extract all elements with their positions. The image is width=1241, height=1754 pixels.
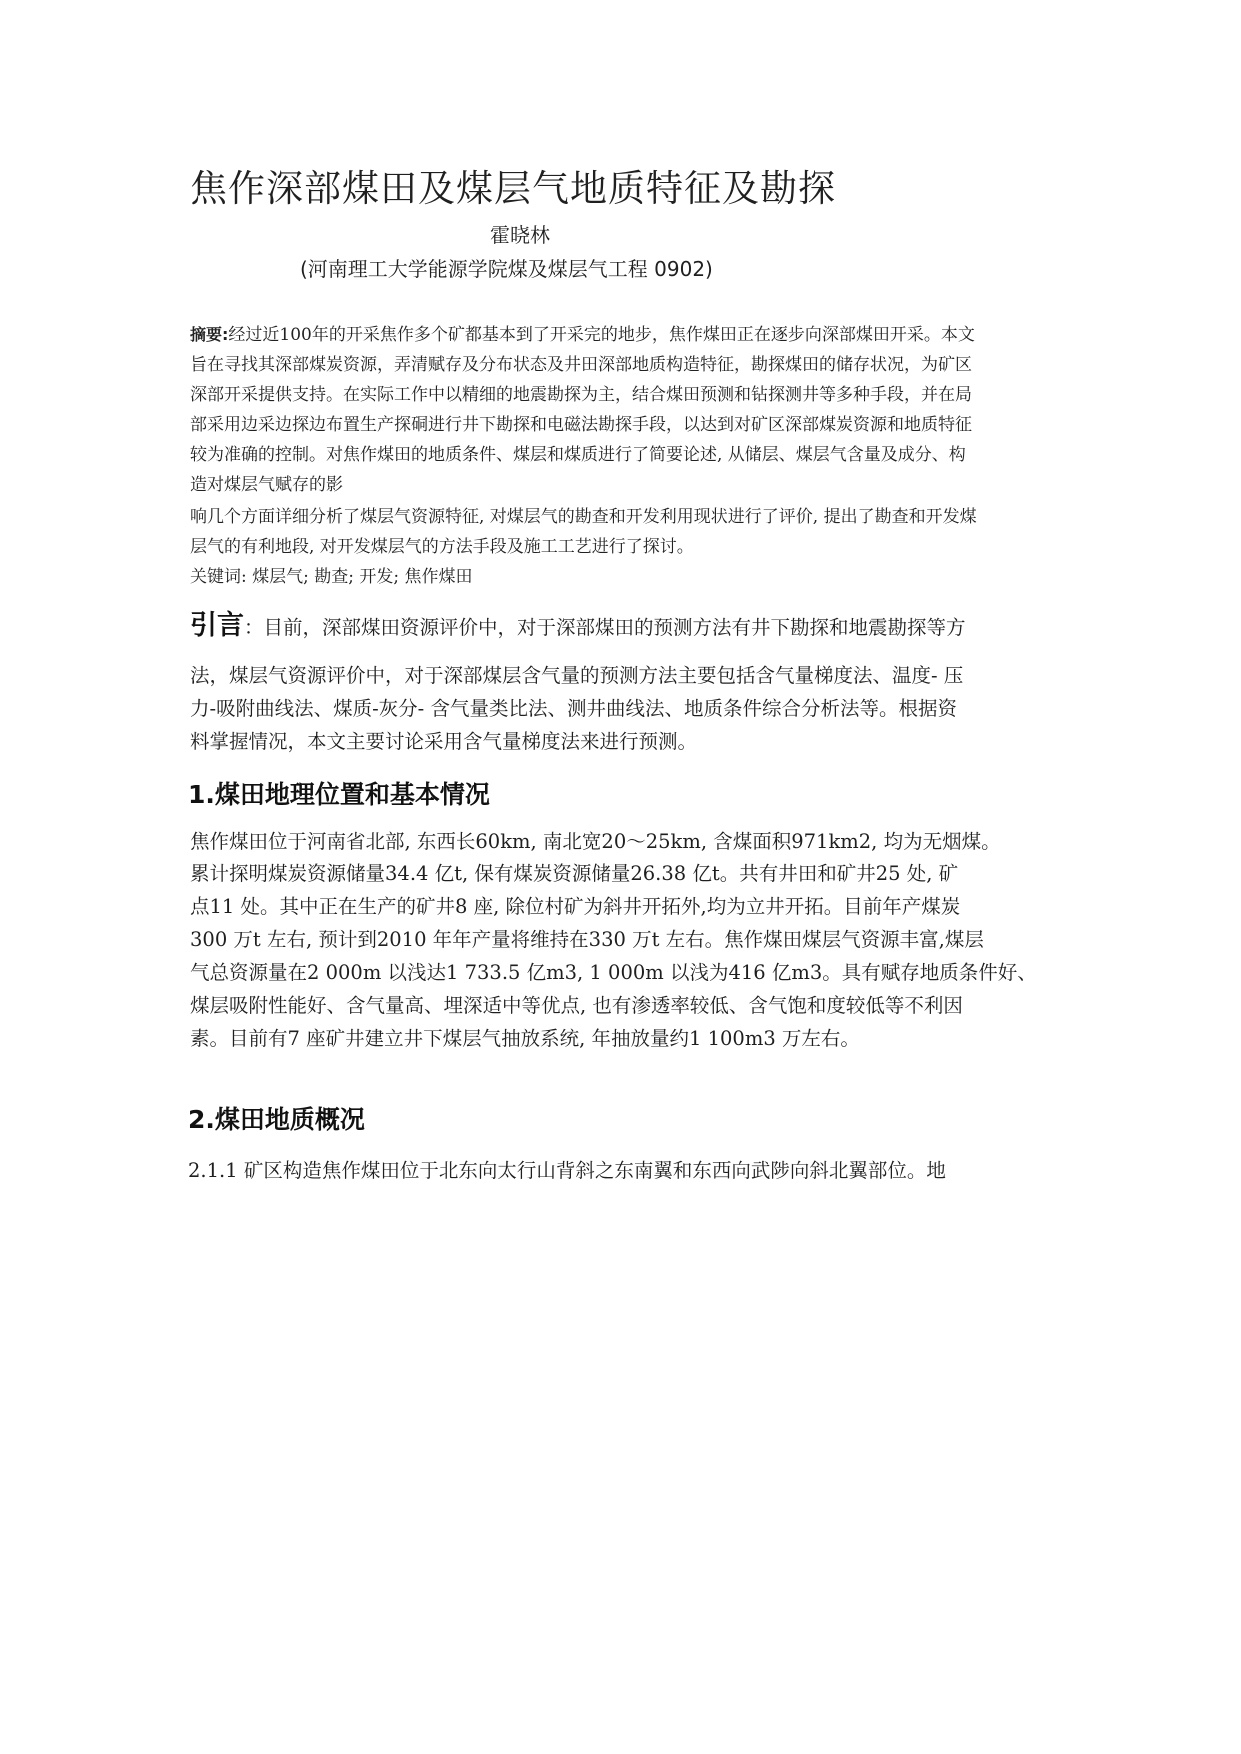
keywords-line: 关键词: 煤层气; 勘查; 开发; 焦作煤田 bbox=[190, 567, 473, 587]
intro-line bbox=[190, 603, 966, 642]
intro-line: 力-吸附曲线法、煤质-灰分- 含气量类比法、测井曲线法、地质条件综合分析法等。根据资 bbox=[190, 697, 957, 720]
body-line: 累计探明煤炭资源储量34.4 亿t, 保有煤炭资源储量26.38 亿t。共有井田和矿井25 处, 矿 bbox=[190, 862, 959, 885]
abstract-label: 摘要: bbox=[190, 325, 229, 344]
body-line: 素。目前有7 座矿井建立井下煤层气抽放系统, 年抽放量约1 100m3 万左右。 bbox=[190, 1027, 860, 1050]
abstract-line: 深部开采提供支持。在实际工作中以精细的地震勘探为主，结合煤田预测和钻探测井等多种手段，并在局 bbox=[190, 385, 972, 405]
abstract-line: 层气的有利地段, 对开发煤层气的方法手段及施工工艺进行了探讨。 bbox=[190, 537, 694, 557]
body-line: 气总资源量在2 000m 以浅达1 733.5 亿m3, 1 000m 以浅为416 亿m3。具有赋存地质条件好、 bbox=[190, 961, 1037, 984]
section-heading: 1.煤田地理位置和基本情况 bbox=[188, 780, 490, 809]
paper-title: 焦作深部煤田及煤层气地质特征及勘探 bbox=[190, 167, 836, 210]
abstract-line: 部采用边采边探边布置生产探硐进行井下勘探和电磁法勘探手段，以达到对矿区深部煤炭资源和地质特征 bbox=[190, 415, 972, 435]
author-affiliation: (河南理工大学能源学院煤及煤层气工程 0902) bbox=[300, 257, 713, 281]
author-name: 霍晓林 bbox=[490, 223, 550, 247]
subsection-line: 2.1.1 矿区构造焦作煤田位于北东向太行山背斜之东南翼和东西向武陟向斜北翼部位。地 bbox=[188, 1159, 946, 1182]
intro-text: ：目前，深部煤田资源评价中，对于深部煤田的预测方法有井下勘探和地震勘探等方 bbox=[244, 616, 966, 639]
abstract-line: 响几个方面详细分析了煤层气资源特征, 对煤层气的勘查和开发利用现状进行了评价, 提出了勘查和开发煤 bbox=[190, 507, 977, 527]
body-line: 300 万t 左右, 预计到2010 年年产量将维持在330 万t 左右。焦作煤田煤层气资源丰富,煤层 bbox=[190, 928, 984, 951]
intro-label: 引言 bbox=[190, 610, 244, 641]
abstract-line: 较为准确的控制。对焦作煤田的地质条件、煤层和煤质进行了简要论述, 从储层、煤层气含量及成分、构 bbox=[190, 445, 966, 465]
abstract-line: 造对煤层气赋存的影 bbox=[190, 475, 343, 495]
abstract-line bbox=[190, 320, 975, 345]
section-heading: 2.煤田地质概况 bbox=[188, 1105, 365, 1134]
abstract-text: 经过近100年的开采焦作多个矿都基本到了开采完的地步，焦作煤田正在逐步向深部煤田开采。本文 bbox=[228, 325, 975, 345]
intro-line: 料掌握情况，本文主要讨论采用含气量梯度法来进行预测。 bbox=[190, 730, 698, 753]
intro-line: 法，煤层气资源评价中，对于深部煤层含气量的预测方法主要包括含气量梯度法、温度- 压 bbox=[190, 664, 964, 687]
body-line: 点11 处。其中正在生产的矿井8 座, 除位村矿为斜井开拓外,均为立井开拓。目前年产煤炭 bbox=[190, 895, 961, 918]
body-line: 煤层吸附性能好、含气量高、埋深适中等优点, 也有渗透率较低、含气饱和度较低等不利因 bbox=[190, 994, 963, 1017]
body-line: 焦作煤田位于河南省北部, 东西长60km, 南北宽20～25km, 含煤面积971km2, 均为无烟煤。 bbox=[190, 830, 1001, 853]
abstract-line: 旨在寻找其深部煤炭资源，弄清赋存及分布状态及井田深部地质构造特征，勘探煤田的储存状况，为矿区 bbox=[190, 355, 972, 375]
